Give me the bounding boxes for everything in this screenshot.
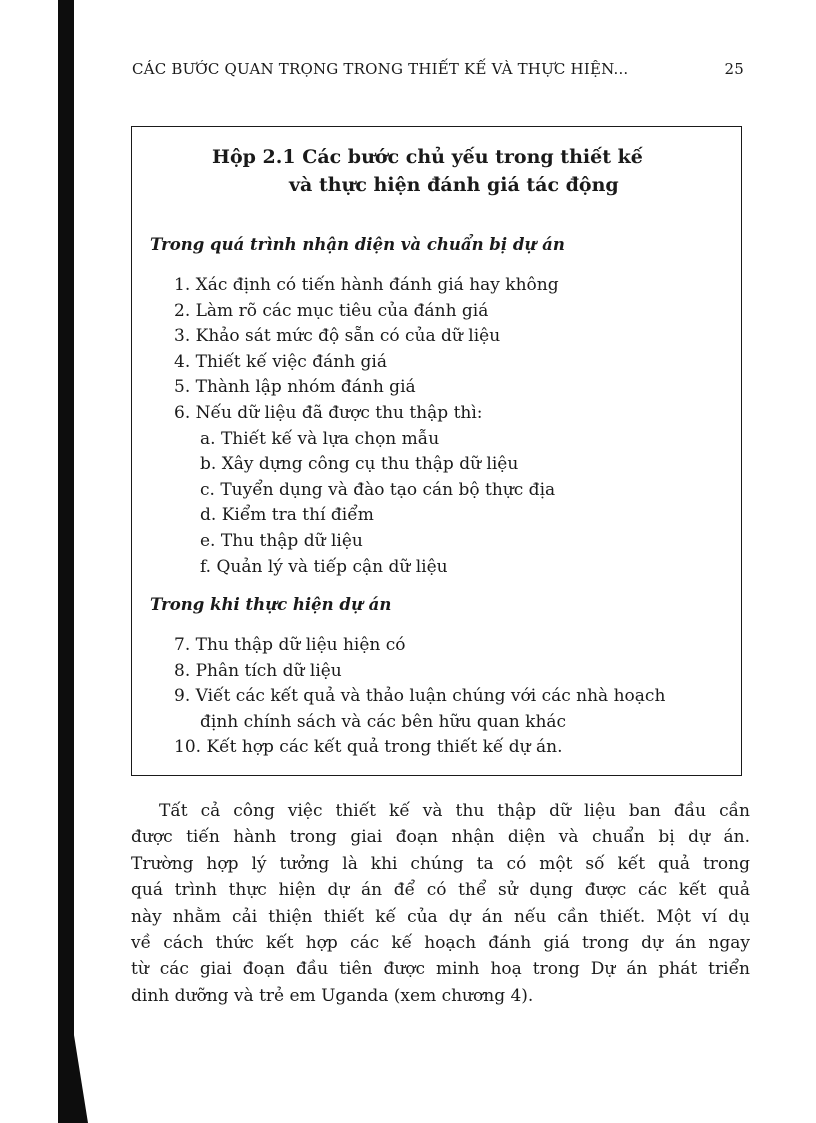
paragraph-line: được tiến hành trong giai đoạn nhận diện và chuẩn bị dự án. bbox=[131, 827, 750, 848]
box-title-line-2: và thực hiện đánh giá tác động bbox=[289, 174, 619, 196]
substep-item: b. Xây dựng công cụ thu thập dữ liệu bbox=[200, 454, 519, 475]
substep-item: e. Thu thập dữ liệu bbox=[200, 530, 363, 551]
step-item: 9. Viết các kết quả và thảo luận chúng với các nhà hoạch bbox=[174, 686, 666, 707]
steps-list-preparation bbox=[174, 273, 734, 580]
step-item: 7. Thu thập dữ liệu hiện có bbox=[174, 635, 406, 655]
paragraph-line: về cách thức kết hợp các kế hoạch đánh giá trong dự án ngay bbox=[131, 933, 750, 954]
step-item: 1. Xác định có tiến hành đánh giá hay không bbox=[174, 275, 559, 295]
page-number: 25 bbox=[724, 60, 744, 78]
step-item: 5. Thành lập nhóm đánh giá bbox=[174, 377, 416, 398]
steps-list-implementation bbox=[174, 633, 734, 761]
step-item: 3. Khảo sát mức độ sẵn có của dữ liệu bbox=[174, 326, 501, 347]
step-item: 10. Kết hợp các kết quả trong thiết kế dự án. bbox=[174, 737, 563, 758]
book-spine-shadow bbox=[58, 0, 74, 1123]
paragraph-line: Tất cả công việc thiết kế và thu thập dữ liệu ban đầu cần bbox=[159, 801, 750, 821]
paragraph-line: dinh dưỡng và trẻ em Uganda (xem chương 4). bbox=[131, 985, 534, 1006]
box-title-line-1: Hộp 2.1 Các bước chủ yếu trong thiết kế bbox=[212, 146, 643, 168]
step-item: 2. Làm rõ các mục tiêu của đánh giá bbox=[174, 300, 489, 321]
step-item: 8. Phân tích dữ liệu bbox=[174, 660, 342, 681]
paragraph-line: Trường hợp lý tưởng là khi chúng ta có một số kết quả trong bbox=[131, 853, 750, 874]
section-heading-implementation: Trong khi thực hiện dự án bbox=[150, 595, 392, 614]
paragraph-line: quá trình thực hiện dự án để có thể sử dụng được các kết quả bbox=[131, 880, 750, 901]
step-item: 6. Nếu dữ liệu đã được thu thập thì: bbox=[174, 402, 483, 423]
substep-item: c. Tuyển dụng và đào tạo cán bộ thực địa bbox=[200, 479, 556, 500]
paragraph-line: này nhằm cải thiện thiết kế của dự án nếu cần thiết. Một ví dụ bbox=[131, 906, 750, 927]
step-item: 4. Thiết kế việc đánh giá bbox=[174, 351, 388, 372]
running-title: CÁC BƯỚC QUAN TRỌNG TRONG THIẾT KẾ VÀ THỰC HIỆN... bbox=[132, 60, 629, 78]
running-header bbox=[132, 60, 744, 84]
box-2-1 bbox=[131, 126, 742, 776]
step-item-continuation: định chính sách và các bên hữu quan khác bbox=[200, 711, 567, 732]
paragraph-line: từ các giai đoạn đầu tiên được minh hoạ trong Dự án phát triển bbox=[131, 959, 750, 980]
body-paragraph bbox=[131, 798, 750, 1009]
substep-item: d. Kiểm tra thí điểm bbox=[200, 505, 374, 526]
substep-item: f. Quản lý và tiếp cận dữ liệu bbox=[200, 556, 448, 577]
section-heading-preparation: Trong quá trình nhận diện và chuẩn bị dự án bbox=[150, 235, 565, 254]
substep-item: a. Thiết kế và lựa chọn mẫu bbox=[200, 428, 440, 449]
